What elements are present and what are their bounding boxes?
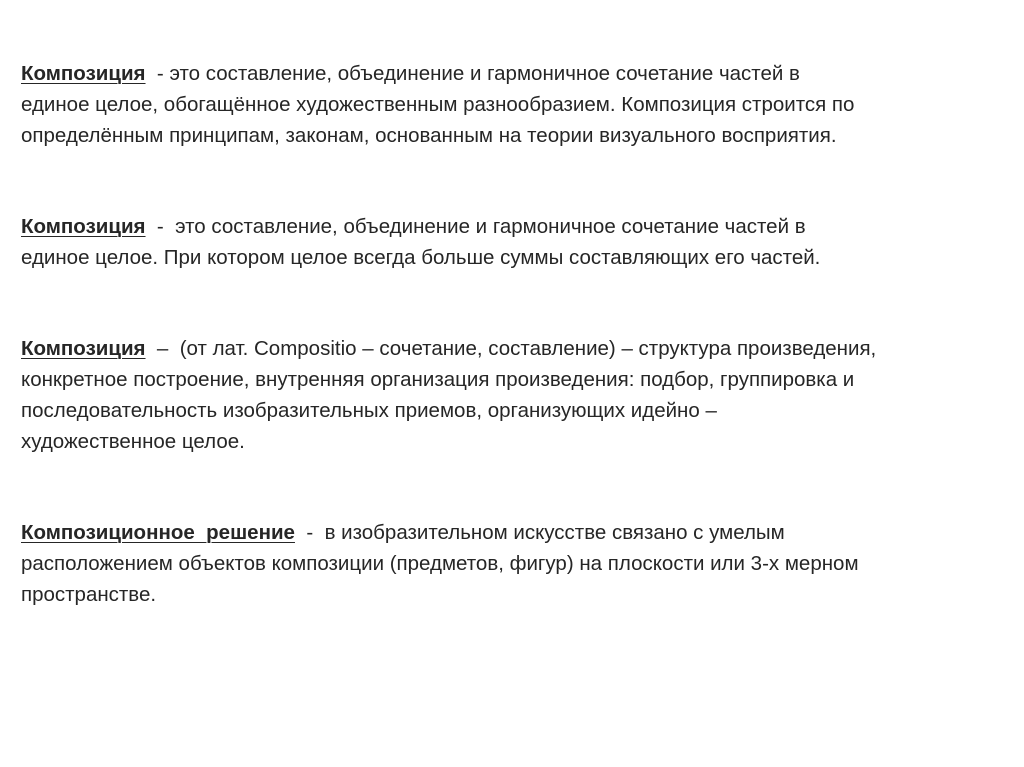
definition-1-text-1: - это составление, объединение и гармоничное сочетание частей в	[145, 62, 800, 85]
definition-4-line-3: пространстве.	[21, 583, 157, 606]
definition-3-line-3: последовательность изобразительных приемов, организующих идейно –	[21, 399, 717, 422]
definition-4	[21, 517, 1000, 610]
definition-2-line-1	[21, 211, 1000, 242]
definition-2-term: Композиция	[21, 215, 146, 238]
definition-4-term: Композиционное решение	[21, 521, 295, 544]
definition-2-text-1: - это составление, объединение и гармоничное сочетание частей в	[145, 215, 806, 238]
definition-1-line-3: определённым принципам, законам, основанным на теории визуального восприятия.	[21, 124, 837, 147]
definition-2-line-2: единое целое. При котором целое всегда больше суммы составляющих его частей.	[21, 246, 821, 269]
definition-3-text-1: – (от лат. Compositio – сочетание, составление) – структура произведения,	[145, 337, 877, 360]
definition-4-line-2: расположением объектов композиции (предметов, фигур) на плоскости или 3-х мерном	[21, 552, 859, 575]
definition-1-line-2: единое целое, обогащённое художественным разнообразием. Композиция строится по	[21, 93, 855, 116]
definition-1-term: Композиция	[21, 62, 146, 85]
definition-1-line-1	[21, 58, 1000, 89]
definition-2	[21, 211, 1000, 273]
definition-4-line-1	[21, 517, 1000, 548]
definition-3-line-4: художественное целое.	[21, 430, 245, 453]
definition-4-text-1: - в изобразительном искусстве связано с умелым	[294, 521, 785, 544]
definition-3	[21, 333, 1000, 457]
definition-3-line-2: конкретное построение, внутренняя организация произведения: подбор, группировка и	[21, 368, 855, 391]
definition-3-line-1	[21, 333, 1000, 364]
definition-3-term: Композиция	[21, 337, 146, 360]
definition-1	[21, 58, 1000, 151]
